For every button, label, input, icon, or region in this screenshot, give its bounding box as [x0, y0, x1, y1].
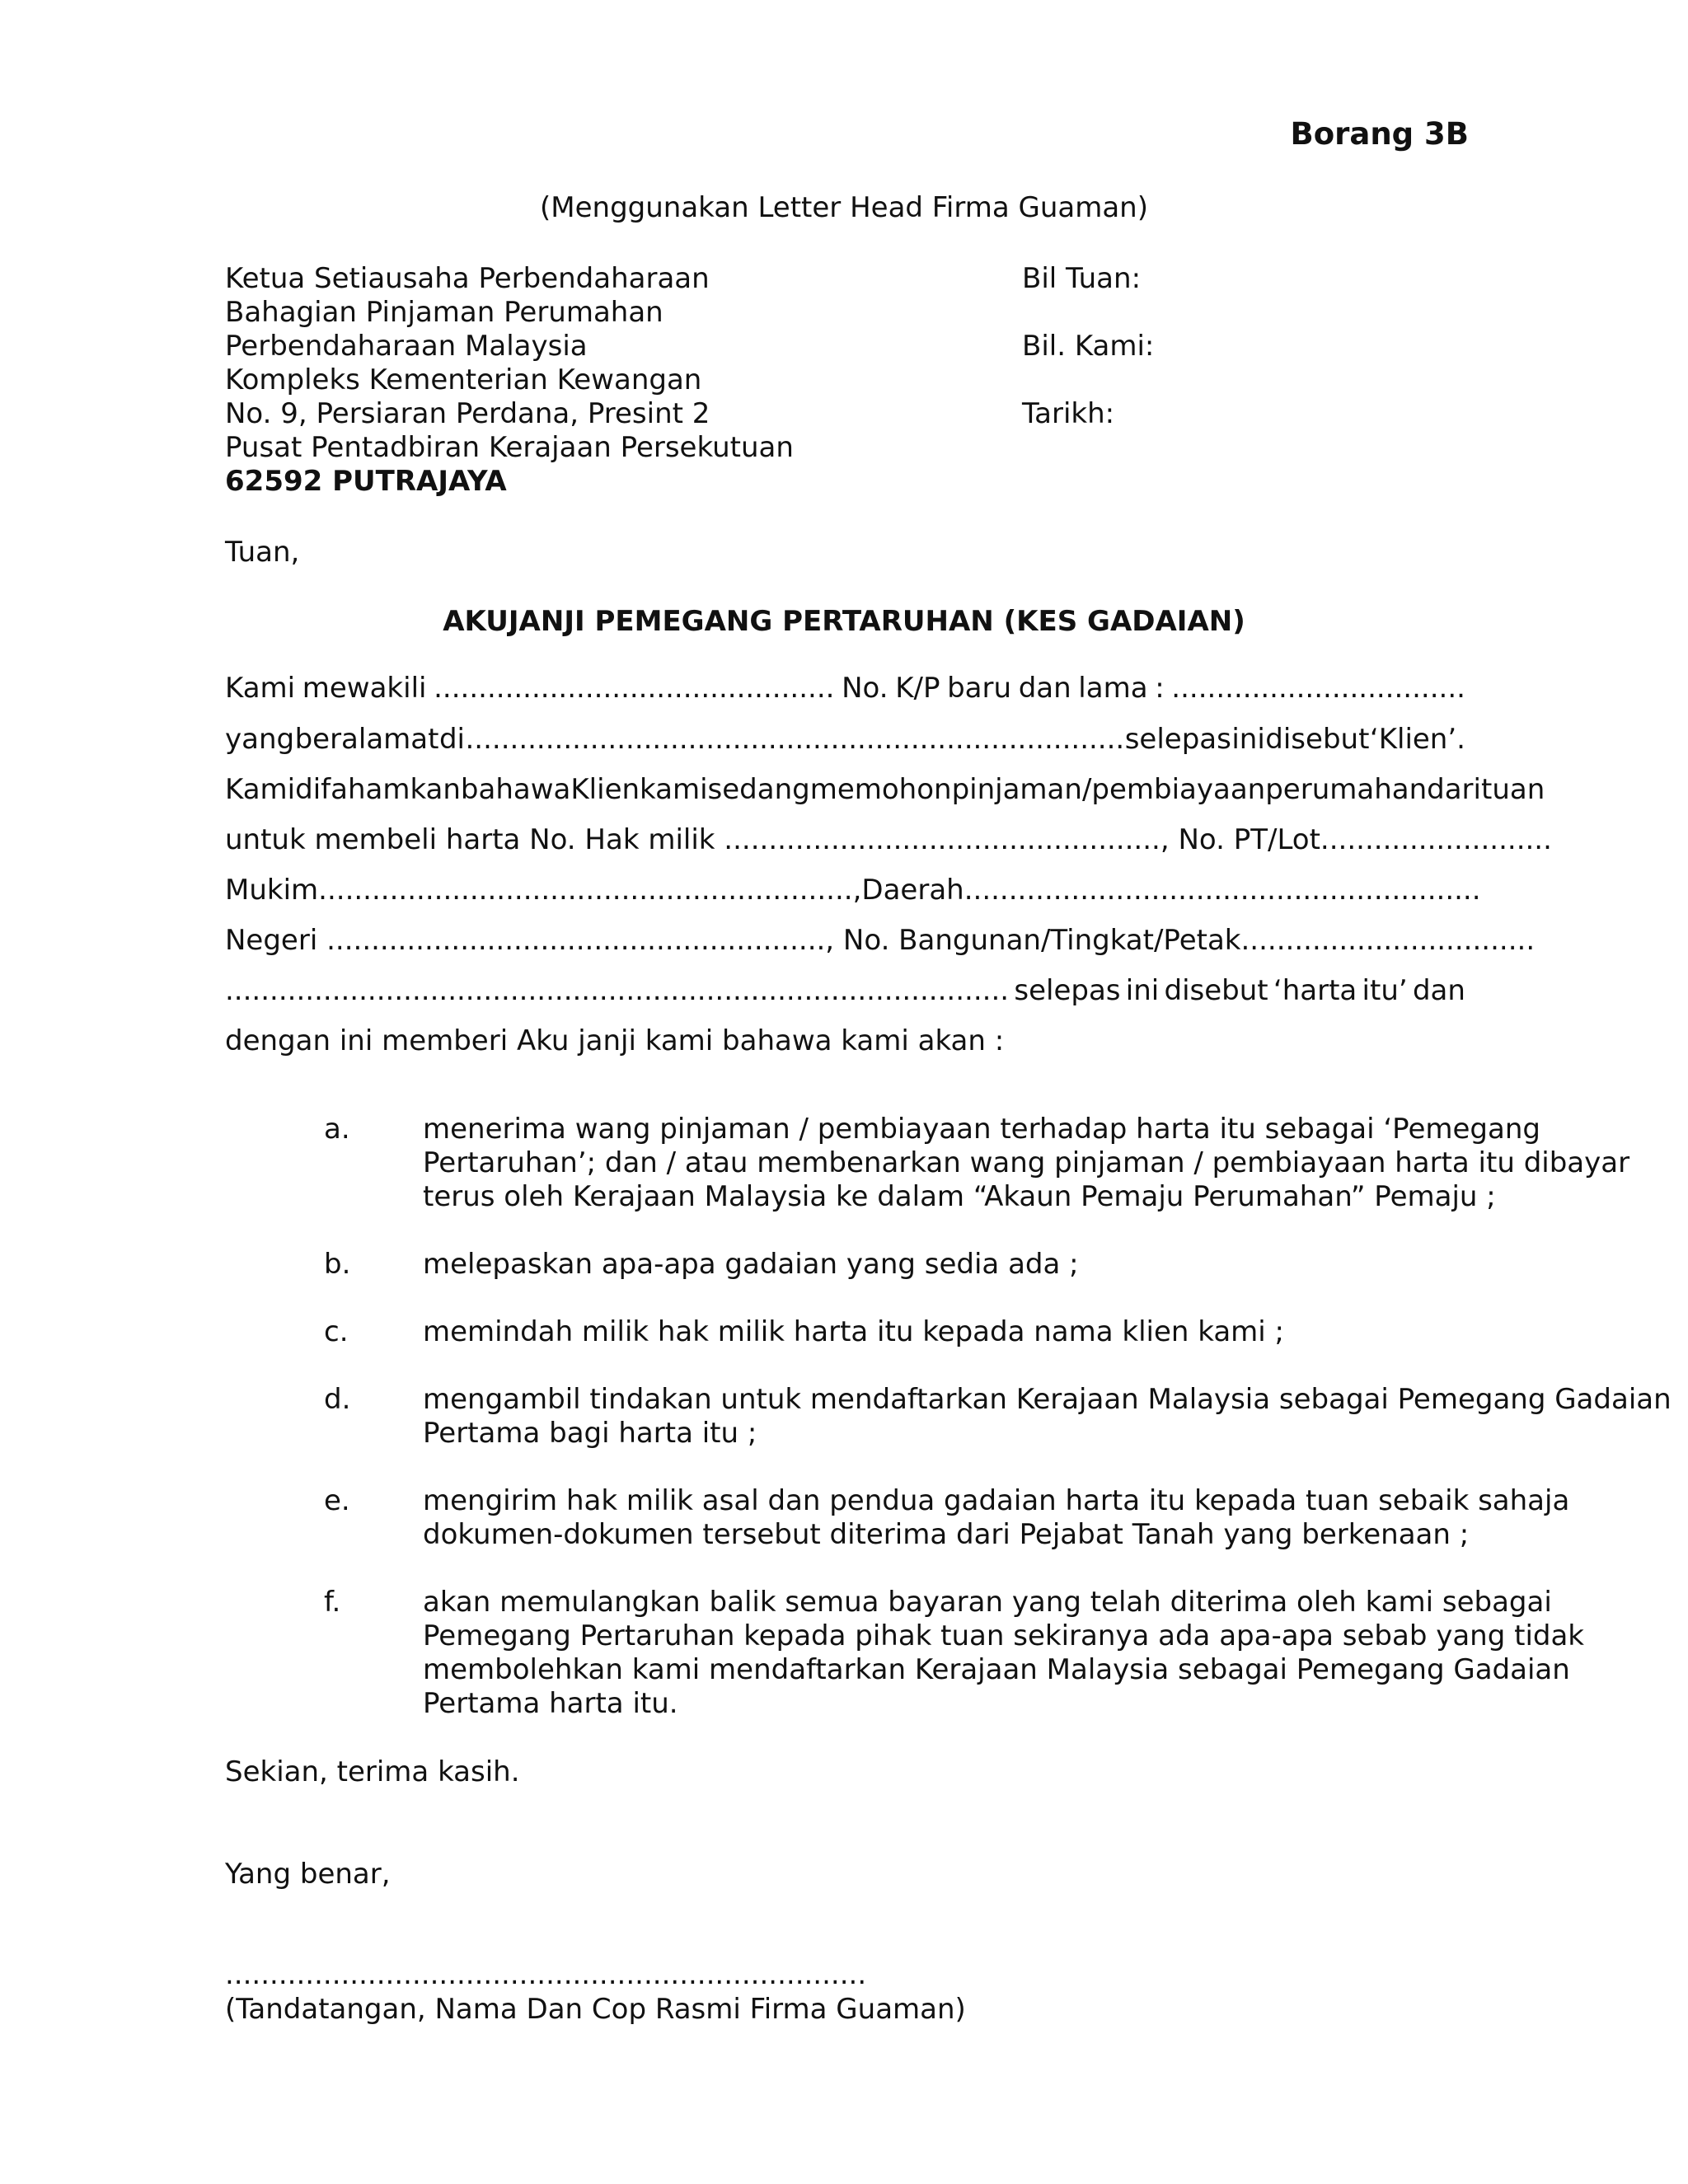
- list-item-line: Pertama bagi harta itu ;: [423, 1417, 757, 1450]
- list-item-text: [423, 1383, 1672, 1451]
- word: ini: [1125, 974, 1160, 1007]
- word: K/P: [895, 672, 940, 705]
- bil-kami-label: Bil. Kami:: [1022, 330, 1155, 363]
- dotted-field-ic-number: .................................: [1171, 672, 1465, 705]
- list-item-letter: b.: [324, 1248, 351, 1281]
- list-item-text: [423, 1484, 1570, 1552]
- list-item-letter: d.: [324, 1383, 351, 1416]
- signature-caption: (Tandatangan, Nama Dan Cop Rasmi Firma Guaman): [225, 1993, 966, 2026]
- dotted-field-property: ........................................................................................: [225, 974, 1010, 1007]
- word: ini: [1231, 723, 1265, 756]
- word: mewakili: [302, 672, 427, 705]
- tarikh-label: Tarikh:: [1022, 397, 1115, 430]
- word: disebut: [1265, 723, 1370, 756]
- list-item-line: melepaskan apa-apa gadaian yang sedia ada ;: [423, 1248, 1079, 1281]
- word: No.: [842, 672, 889, 705]
- salutation: Tuan,: [225, 536, 300, 569]
- list-item-text: [423, 1315, 1465, 1349]
- word: di: [438, 723, 465, 756]
- list-item-line: Pemegang Pertaruhan kepada pihak tuan sekiranya ada apa-apa sebab yang tidak: [423, 1619, 1584, 1652]
- bil-tuan-label: Bil Tuan:: [1022, 262, 1142, 295]
- word: Klien: [570, 773, 640, 806]
- list-item-line: membolehkan kami mendaftarkan Kerajaan Malaysia sebagai Pemegang Gadaian: [423, 1653, 1570, 1686]
- document-title: AKUJANJI PEMEGANG PERTARUHAN (KES GADAIAN): [443, 605, 1245, 638]
- body-line-7: [225, 974, 1465, 1008]
- word: tuan: [1480, 773, 1545, 806]
- body-line-1: [225, 672, 1465, 705]
- list-item-line: memindah milik hak milik harta itu kepada nama klien kami ;: [423, 1315, 1284, 1348]
- signature-line: ........................................................................: [225, 1958, 867, 1991]
- word: ‘harta: [1273, 974, 1357, 1007]
- dotted-field-client-name: .............................................: [434, 672, 835, 705]
- body-line-2: [225, 723, 1465, 757]
- dotted-field-mukim: Mukim............................................................,: [225, 874, 862, 907]
- word: Kami: [225, 672, 296, 705]
- reference-block: [1022, 262, 1154, 465]
- dotted-field-address: ..........................................................................: [465, 723, 1125, 756]
- word: bahawa: [460, 773, 571, 806]
- body-line-3: [225, 773, 1545, 807]
- word: disebut: [1164, 974, 1268, 1007]
- letterhead-note: (Menggunakan Letter Head Firma Guaman): [540, 191, 1148, 224]
- list-item-text: [423, 1113, 1630, 1214]
- word: kami: [640, 773, 708, 806]
- word: beralamat: [294, 723, 439, 756]
- body-line-6: [225, 924, 1536, 958]
- word: perumahan: [1265, 773, 1428, 806]
- word: pinjaman/pembiayaan: [951, 773, 1266, 806]
- recipient-line: Ketua Setiausaha Perbendaharaan: [225, 262, 710, 295]
- word: itu’: [1362, 974, 1408, 1007]
- list-item-letter: c.: [324, 1315, 349, 1348]
- closing-sign-off: Yang benar,: [225, 1858, 391, 1891]
- list-item-letter: a.: [324, 1113, 350, 1146]
- undertaking-intro: dengan ini memberi Aku janji kami bahawa kami akan :: [225, 1024, 1005, 1057]
- title-number-and-lot: untuk membeli harta No. Hak milik ................................................., No. PT/Lot..........................: [225, 823, 1552, 856]
- list-item-text: [423, 1248, 1465, 1282]
- list-item-line: mengirim hak milik asal dan pendua gadaian harta itu kepada tuan sebaik sahaja: [423, 1484, 1570, 1517]
- dotted-field-daerah: Daerah..........................................................: [861, 874, 1481, 907]
- body-line-8: [225, 1024, 1465, 1058]
- word: dari: [1427, 773, 1481, 806]
- word: dan: [1412, 974, 1465, 1007]
- recipient-line: No. 9, Persiaran Perdana, Presint 2: [225, 397, 710, 430]
- word: selepas: [1124, 723, 1231, 756]
- list-item-line: terus oleh Kerajaan Malaysia ke dalam “Akaun Pemaju Perumahan” Pemaju ;: [423, 1180, 1496, 1213]
- closing-thanks: Sekian, terima kasih.: [225, 1755, 520, 1788]
- word: selepas: [1014, 974, 1121, 1007]
- list-item-letter: e.: [324, 1484, 350, 1517]
- recipient-line: Pusat Pentadbiran Kerajaan Persekutuan: [225, 431, 794, 464]
- body-line-4: [225, 823, 1552, 857]
- recipient-address: [225, 262, 794, 499]
- recipient-line: Perbendaharaan Malaysia: [225, 330, 588, 363]
- word: ‘Klien’.: [1369, 723, 1465, 756]
- word: difahamkan: [295, 773, 461, 806]
- list-item-line: Pertama harta itu.: [423, 1687, 678, 1720]
- list-item-letter: f.: [324, 1586, 341, 1619]
- list-item-text: [423, 1586, 1584, 1721]
- word: yang: [225, 723, 295, 756]
- list-item-line: Pertaruhan’; dan / atau membenarkan wang pinjaman / pembiayaan harta itu dibayar: [423, 1146, 1630, 1179]
- word: baru: [947, 672, 1012, 705]
- body-line-5: [225, 874, 1481, 907]
- word: memohon: [809, 773, 952, 806]
- list-item-line: akan memulangkan balik semua bayaran yang telah diterima oleh kami sebagai: [423, 1586, 1552, 1619]
- list-item-line: dokumen-dokumen tersebut diterima dari Pejabat Tanah yang berkenaan ;: [423, 1518, 1470, 1551]
- word: lama: [1078, 672, 1148, 705]
- word: Kami: [225, 773, 296, 806]
- word: sedang: [707, 773, 810, 806]
- list-item-line: mengambil tindakan untuk mendaftarkan Kerajaan Malaysia sebagai Pemegang Gadaian: [423, 1383, 1672, 1416]
- form-code: Borang 3B: [1290, 116, 1469, 152]
- negeri-and-building: Negeri ........................................................, No. Bangunan/Tingkat/Petak.................................: [225, 924, 1536, 957]
- list-item-line: menerima wang pinjaman / pembiayaan terhadap harta itu sebagai ‘Pemegang: [423, 1113, 1540, 1146]
- recipient-line: Kompleks Kementerian Kewangan: [225, 363, 702, 396]
- recipient-postcode-city: 62592 PUTRAJAYA: [225, 465, 507, 498]
- recipient-line: Bahagian Pinjaman Perumahan: [225, 296, 663, 329]
- word: dan: [1018, 672, 1071, 705]
- word: :: [1155, 672, 1165, 705]
